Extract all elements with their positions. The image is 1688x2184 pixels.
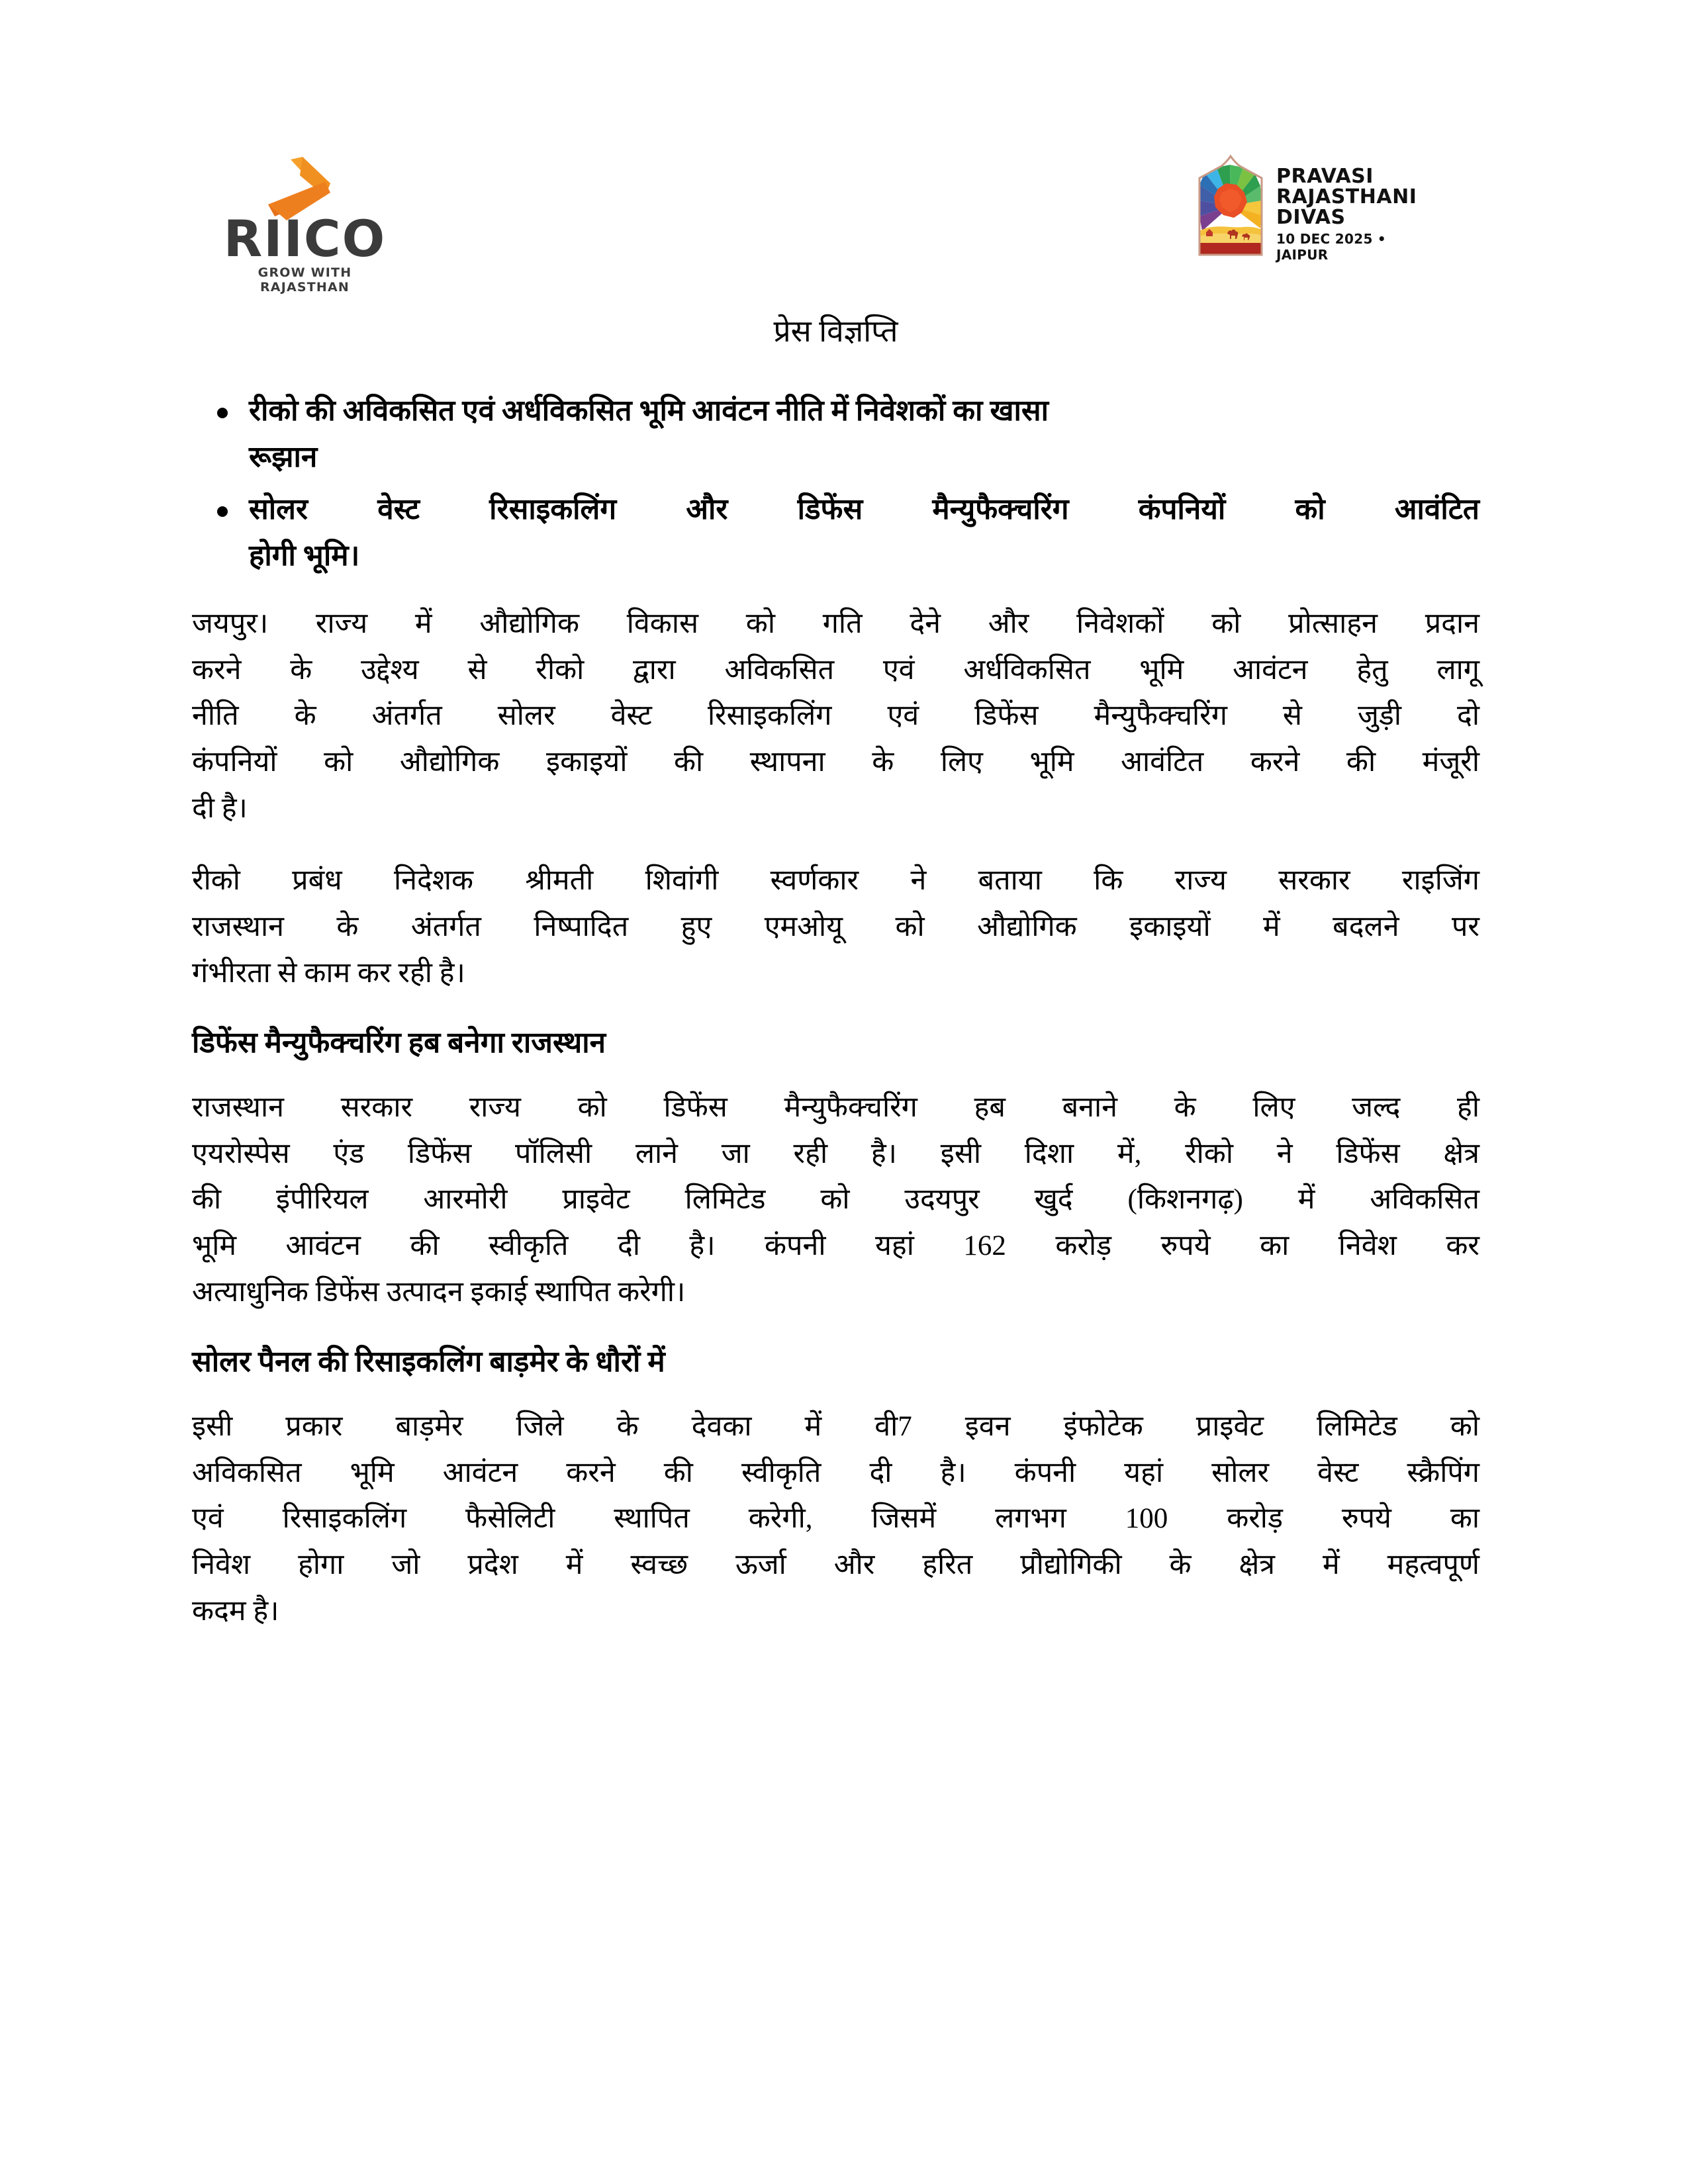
paragraph-intro-line-5: दी है। — [192, 792, 248, 824]
pravasi-arch-emblem-icon — [1192, 154, 1270, 260]
riico-tagline: GROW WITH RAJASTHAN — [258, 265, 352, 295]
paragraph-solar-line-1: इसी प्रकार बाड़मेर जिले के देवका में वी7 इवन इंफोटेक प्राइवेट लिमिटेड को — [192, 1410, 1479, 1442]
document-body — [192, 311, 1479, 1661]
paragraph-defence-line-4: भूमि आवंटन की स्वीकृति दी है। कंपनी यहां 162 करोड़ रुपये का निवेश कर — [192, 1230, 1479, 1261]
paragraph-md-line-2: राजस्थान के अंतर्गत निष्पादित हुए एमओयू को औद्योगिक इकाइयों में बदलने पर — [192, 911, 1479, 943]
section-heading-defence: डिफेंस मैन्युफैक्चरिंग हब बनेगा राजस्थान — [192, 1026, 606, 1060]
document-header — [0, 149, 1688, 295]
paragraph-md-line-1: रीको प्रबंध निदेशक श्रीमती शिवांगी स्वर्णकार ने बताया कि राज्य सरकार राइजिंग — [192, 865, 1479, 897]
bullet-2-line-2: होगी भूमि। — [249, 539, 360, 572]
pravasi-rajasthani-divas-logo — [1192, 154, 1430, 273]
section-heading-solar: सोलर पैनल की रिसाइकलिंग बाड़मेर के धौरों में — [192, 1345, 665, 1379]
paragraph-intro-line-2: करने के उद्देश्य से रीको द्वारा अविकसित एवं अर्धविकसित भूमि आवंटन हेतु लागू — [192, 654, 1479, 686]
paragraph-intro-line-4: कंपनियों को औद्योगिक इकाइयों की स्थापना के लिए भूमि आवंटित करने की मंजूरी — [192, 747, 1479, 778]
paragraph-defence-line-5: अत्याधुनिक डिफेंस उत्पादन इकाई स्थापित करेगी। — [192, 1276, 686, 1308]
pravasi-line-1: PRAVASI — [1276, 165, 1374, 188]
paragraph-intro-line-3: नीति के अंतर्गत सोलर वेस्ट रिसाइकलिंग एवं डिफेंस मैन्युफैक्चरिंग से जुड़ी दो — [192, 700, 1479, 732]
paragraph-md-statement — [192, 858, 1479, 996]
paragraph-defence-line-3: की इंपीरियल आरमोरी प्राइवेट लिमिटेड को उदयपुर खुर्द (किशनगढ़) में अविकसित — [192, 1184, 1479, 1216]
paragraph-defence-line-1: राजस्थान सरकार राज्य को डिफेंस मैन्युफैक्चरिंग हब बनाने के लिए जल्द ही — [192, 1092, 1479, 1123]
paragraph-intro-line-1: जयपुर। राज्य में औद्योगिक विकास को गति देने और निवेशकों को प्रोत्साहन प्रदान — [192, 608, 1479, 640]
riico-logo — [199, 156, 397, 295]
paragraph-solar-line-4: निवेश होगा जो प्रदेश में स्वच्छ ऊर्जा और हरित प्रौद्योगिकी के क्षेत्र में महत्वपूर्ण — [192, 1549, 1479, 1580]
bullet-1-line-1: रीको की अविकसित एवं अर्धविकसित भूमि आवंटन नीति में निवेशकों का खासा — [249, 394, 1049, 428]
paragraph-solar-line-3: एवं रिसाइकलिंग फैसेलिटी स्थापित करेगी, जिसमें लगभग 100 करोड़ रुपये का — [192, 1503, 1479, 1535]
paragraph-solar-line-2: अविकसित भूमि आवंटन करने की स्वीकृति दी है। कंपनी यहां सोलर वेस्ट स्क्रैपिंग — [192, 1457, 1479, 1488]
page-title: प्रेस विज्ञप्ति — [773, 314, 898, 348]
paragraph-defence — [192, 1085, 1479, 1315]
pravasi-line-3: DIVAS — [1276, 206, 1346, 230]
riico-wordmark: RIICO — [223, 209, 387, 268]
list-item — [249, 388, 1479, 480]
paragraph-md-line-3: गंभीरता से काम कर रही है। — [192, 957, 465, 989]
bullet-2-line-1: सोलर वेस्ट रिसाइकलिंग और डिफेंस मैन्युफैक्चरिंग कंपनियों को आवंटित — [249, 493, 1479, 526]
paragraph-solar — [192, 1404, 1479, 1634]
list-item — [249, 486, 1479, 578]
pravasi-line-2: RAJASTHANI — [1276, 185, 1417, 209]
paragraph-defence-line-2: एयरोस्पेस एंड डिफेंस पॉलिसी लाने जा रही है। इसी दिशा में, रीको ने डिफेंस क्षेत्र — [192, 1138, 1479, 1169]
bullet-1-line-2: रूझान — [249, 440, 318, 473]
paragraph-solar-line-5: कदम है। — [192, 1595, 279, 1627]
pravasi-subtitle: 10 DEC 2025 • JAIPUR — [1276, 230, 1387, 263]
paragraph-intro — [192, 601, 1479, 831]
highlight-bullet-list — [192, 388, 1479, 578]
pravasi-logo-text — [1276, 166, 1430, 263]
